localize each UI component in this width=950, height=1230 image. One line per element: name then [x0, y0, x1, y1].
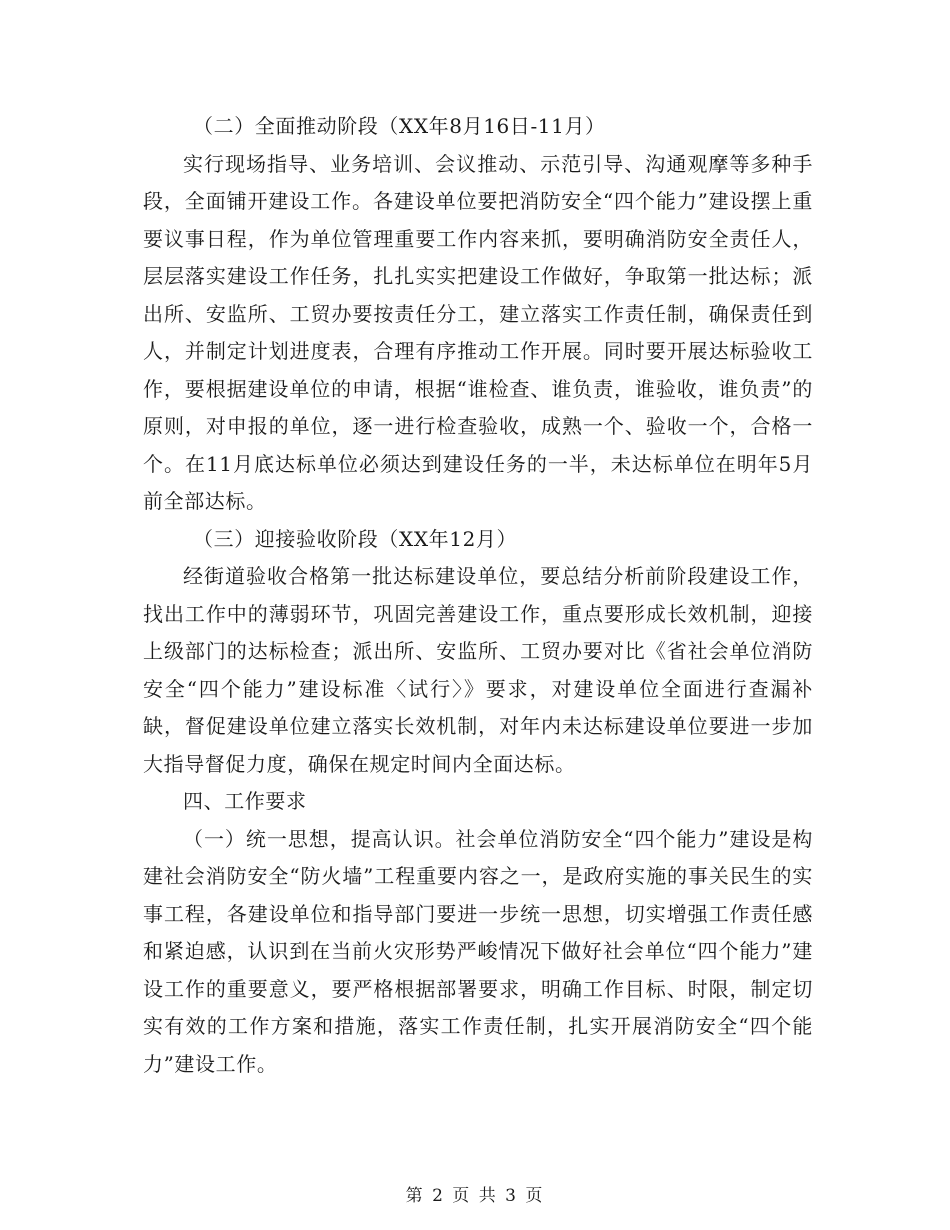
- paragraph-phase-two: 实行现场指导、业务培训、会议推动、示范引导、沟通观摩等多种手段，全面铺开建设工作。各建设单位要把消防安全“四个能力”建设摆上重要议事日程，作为单位管理重要工作内容来抓，要明确消防安全责任人，层层落实建设工作任务，扎扎实实把建设工作做好，争取第一批达标；派出所、安监所、工贸办要按责任分工，建立落实工作责任制，确保责任到人，并制定计划进度表，合理有序推动工作开展。同时要开展达标验收工作，要根据建设单位的申请，根据“谁检查、谁负责，谁验收，谁负责”的原则，对申报的单位，逐一进行检查验收，成熟一个、验收一个，合格一个。在11月底达标单位必须达到建设任务的一半，未达标单位在明年5月前全部达标。: [143, 151, 813, 513]
- section-heading-requirements: 四、工作要求: [183, 789, 307, 813]
- page-number-footer: 第 2 页 共 3 页: [405, 1186, 545, 1206]
- section-heading-phase-three: （三）迎接验收阶段（XX年12月）: [193, 526, 518, 551]
- paragraph-phase-three: 经街道验收合格第一批达标建设单位，要总结分析前阶段建设工作，找出工作中的薄弱环节，巩固完善建设工作，重点要形成长效机制，迎接上级部门的达标检查；派出所、安监所、工贸办要对比《省社会单位消防安全“四个能力”建设标准〈试行〉》要求，对建设单位全面进行查漏补缺，督促建设单位建立落实长效机制，对年内未达标建设单位要进一步加大指导督促力度，确保在规定时间内全面达标。: [143, 564, 813, 776]
- section-heading-phase-two: （二）全面推动阶段（XX年8月16日-11月）: [193, 114, 606, 138]
- document-body: [143, 108, 813, 1083]
- paragraph-requirement-one: （一）统一思想，提高认识。社会单位消防安全“四个能力”建设是构建社会消防安全“防火墙”工程重要内容之一，是政府实施的事关民生的实事工程，各建设单位和指导部门要进一步统一思想，切实增强工作责任感和紧迫感，认识到在当前火灾形势严峻情况下做好社会单位“四个能力”建设工作的重要意义，要严格根据部署要求，明确工作目标、时限，制定切实有效的工作方案和措施，落实工作责任制，扎实开展消防安全“四个能力”建设工作。: [143, 826, 813, 1076]
